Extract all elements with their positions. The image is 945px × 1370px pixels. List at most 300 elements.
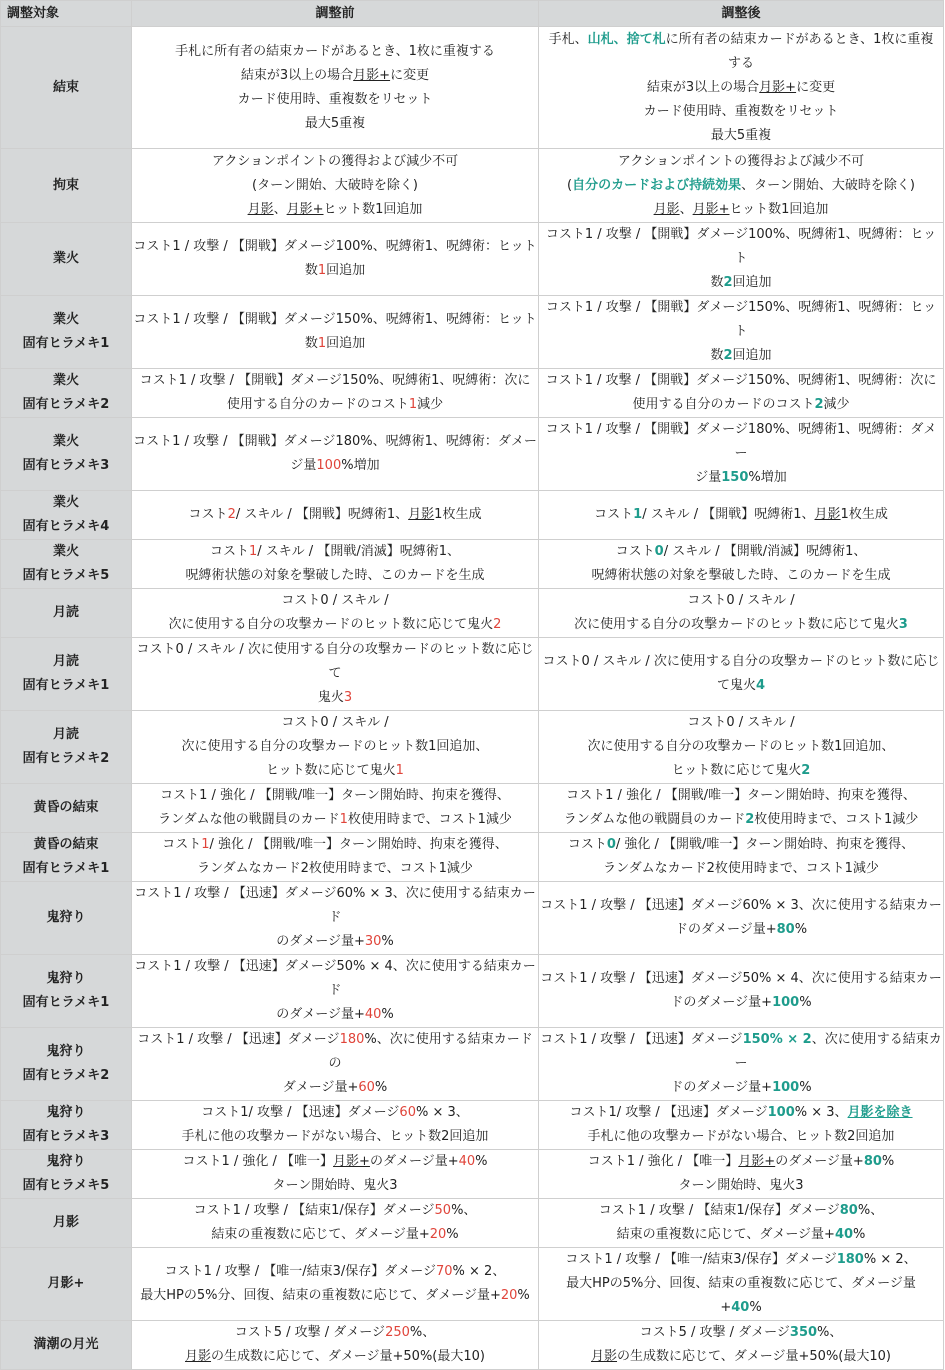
text-segment: 100 xyxy=(767,1105,795,1120)
cell-line xyxy=(133,930,537,954)
cell-line xyxy=(540,466,942,490)
after-cell xyxy=(539,1150,944,1199)
text-segment: 60 xyxy=(358,1080,375,1095)
before-cell xyxy=(132,638,539,711)
cell-line xyxy=(133,1260,537,1284)
table-row xyxy=(1,369,944,418)
cell-line xyxy=(133,711,537,735)
text-segment: % xyxy=(794,922,808,937)
text-segment: のダメージ量+ xyxy=(369,1154,459,1169)
row-target-name: 業火 xyxy=(1,223,132,296)
text-segment: コスト5 / 攻撃 / ダメージ xyxy=(639,1325,790,1340)
text-segment: / 強化 / 【開戦/唯一】ターン開始時、拘束を獲得、 xyxy=(209,837,508,852)
text-segment: 0 xyxy=(654,544,664,559)
text-segment: 月影 xyxy=(814,507,841,522)
row-target-name: 鬼狩り 固有ヒラメキ5 xyxy=(1,1150,132,1199)
before-cell xyxy=(132,1248,539,1321)
after-cell xyxy=(539,1248,944,1321)
row-target-name: 月読 xyxy=(1,589,132,638)
text-segment: 180 xyxy=(836,1252,864,1267)
text-segment: コスト xyxy=(210,544,250,559)
cell-line xyxy=(540,759,942,783)
cell-line xyxy=(540,1076,942,1100)
text-segment: 100 xyxy=(772,1080,800,1095)
text-segment: 月影 xyxy=(185,1349,212,1364)
text-segment: コスト1 / 攻撃 / 【唯一/結束3/保存】ダメージ xyxy=(164,1264,436,1279)
text-segment: ジ量 xyxy=(695,470,722,485)
after-cell xyxy=(539,1101,944,1150)
text-segment: / スキル / 【開戦】呪縛術1、 xyxy=(235,507,409,522)
row-target-name: 月影 xyxy=(1,1199,132,1248)
text-segment: 最大HPの5%分、回復、結束の重複数に応じて、ダメージ量 xyxy=(566,1276,916,1291)
text-segment: ランダムなカード2枚使用時まで、コスト1減少 xyxy=(197,861,473,876)
text-segment: / スキル / 【開戦/消滅】呪縛術1、 xyxy=(663,544,867,559)
table-row xyxy=(1,882,944,955)
cell-line xyxy=(540,735,942,759)
text-segment: コスト1 / 強化 / 【開戦/唯一】ターン開始時、拘束を獲得、 xyxy=(160,788,510,803)
cell-line xyxy=(133,393,537,417)
cell-line xyxy=(133,198,537,222)
text-segment: コスト0 / スキル / xyxy=(281,593,389,608)
cell-line xyxy=(133,1125,537,1149)
text-segment: 月影+ xyxy=(692,201,730,217)
row-target-name: 業火 固有ヒラメキ4 xyxy=(1,491,132,540)
text-segment: %、 xyxy=(817,1325,843,1340)
text-segment: 月影 xyxy=(247,201,274,217)
table-row xyxy=(1,1150,944,1199)
text-segment: 、 xyxy=(679,201,693,217)
cell-line xyxy=(133,1174,537,1198)
cell-line xyxy=(540,76,942,100)
table-row xyxy=(1,1028,944,1101)
cell-line xyxy=(133,503,537,527)
cell-line xyxy=(133,150,537,174)
cell-line xyxy=(540,1321,942,1345)
cell-line xyxy=(133,1223,537,1247)
cell-line xyxy=(133,955,537,1003)
text-segment: % × 2、 xyxy=(452,1264,506,1279)
cell-line xyxy=(540,344,942,368)
text-segment: 結束が3以上の場合 xyxy=(240,67,354,83)
text-segment: %増加 xyxy=(748,470,787,485)
text-segment: 60 xyxy=(399,1105,416,1120)
cell-line xyxy=(540,1296,942,1320)
cell-line xyxy=(540,296,942,344)
table-row xyxy=(1,27,944,149)
cell-line xyxy=(540,1345,942,1369)
text-segment: 手札に他の攻撃カードがない場合、ヒット数2回追加 xyxy=(587,1129,895,1144)
cell-line xyxy=(133,235,537,259)
header-target: 調整対象 xyxy=(1,1,132,27)
text-segment: 20 xyxy=(429,1227,447,1242)
text-segment: コスト1 / 強化 / 【唯一】 xyxy=(587,1154,739,1169)
row-target-name: 結束 xyxy=(1,27,132,149)
text-segment: コスト0 / スキル / xyxy=(687,593,795,608)
after-cell xyxy=(539,955,944,1028)
text-segment: のダメージ量+ xyxy=(775,1154,864,1169)
before-cell xyxy=(132,27,539,149)
text-segment: コスト0 / スキル / xyxy=(281,715,389,730)
text-segment: コスト1/ 攻撃 / 【迅速】ダメージ xyxy=(569,1105,768,1120)
text-segment: % xyxy=(381,1007,394,1022)
cell-line xyxy=(540,918,942,942)
before-cell xyxy=(132,1101,539,1150)
row-target-name: 黄昏の結束 固有ヒラメキ1 xyxy=(1,833,132,882)
text-segment: 150 xyxy=(721,470,749,485)
text-segment: コスト1 / 攻撃 / 【結束1/保存】ダメージ xyxy=(193,1203,435,1218)
cell-line xyxy=(133,1150,537,1174)
text-segment: 2 xyxy=(723,348,733,363)
cell-line xyxy=(540,271,942,295)
text-segment: (ターン開始、大破時を除く) xyxy=(252,177,418,193)
cell-line xyxy=(540,540,942,564)
cell-line xyxy=(540,784,942,808)
text-segment: 結束の重複数に応じて、ダメージ量+ xyxy=(616,1227,835,1242)
text-segment: アクションポイントの獲得および減少不可 xyxy=(617,153,865,169)
cell-line xyxy=(133,1101,537,1125)
text-segment: 80 xyxy=(863,1154,882,1169)
text-segment: 180 xyxy=(339,1032,365,1047)
text-segment: 枚使用時まで、コスト1減少 xyxy=(347,812,512,827)
text-segment: % xyxy=(749,1300,762,1315)
cell-line xyxy=(133,1345,537,1369)
cell-line xyxy=(133,857,537,881)
text-segment: %、 xyxy=(857,1203,884,1218)
before-cell xyxy=(132,540,539,589)
text-segment: コスト1 / 攻撃 / 【開戦】ダメージ150%、呪縛術1、呪縛術：次に xyxy=(139,373,531,388)
text-segment: 100 xyxy=(316,458,342,473)
before-cell xyxy=(132,369,539,418)
text-segment: 2 xyxy=(801,763,811,778)
text-segment: 1 xyxy=(408,397,418,412)
text-segment: 70 xyxy=(436,1264,453,1279)
before-cell xyxy=(132,882,539,955)
text-segment: 3 xyxy=(898,617,908,632)
table-row xyxy=(1,223,944,296)
cell-line xyxy=(540,223,942,271)
cell-line xyxy=(133,174,537,198)
cell-line xyxy=(133,308,537,332)
text-segment: コスト xyxy=(615,544,655,559)
table-row xyxy=(1,833,944,882)
text-segment: 月影+ xyxy=(738,1154,776,1169)
cell-line xyxy=(540,1125,942,1149)
cell-line xyxy=(540,28,942,52)
text-segment: 2 xyxy=(723,275,733,290)
text-segment: 次に使用する自分の攻撃カードのヒット数1回追加、 xyxy=(181,739,489,754)
text-segment: コスト5 / 攻撃 / ダメージ xyxy=(234,1325,386,1340)
table-row xyxy=(1,784,944,833)
cell-line xyxy=(540,1028,942,1076)
cell-line xyxy=(540,369,942,393)
cell-line xyxy=(133,808,537,832)
text-segment: に変更 xyxy=(390,67,430,83)
cell-line xyxy=(540,650,942,674)
text-segment: %、 xyxy=(409,1325,436,1340)
after-cell xyxy=(539,540,944,589)
text-segment: / スキル / 【開戦/消滅】呪縛術1、 xyxy=(257,544,460,559)
cell-line xyxy=(540,150,942,174)
text-segment: 回追加 xyxy=(732,275,772,290)
text-segment: 1 xyxy=(317,336,327,351)
text-segment: % xyxy=(799,1080,812,1095)
text-segment: コスト1 / 攻撃 / 【迅速】ダメージ60% × 3、次に使用する結束カー xyxy=(540,898,942,913)
text-segment: 月影 xyxy=(653,201,680,217)
text-segment: 減少 xyxy=(417,397,444,412)
text-segment: の生成数に応じて、ダメージ量+50%(最大10) xyxy=(617,1349,891,1364)
text-segment: コスト1 / 攻撃 / 【開戦】ダメージ100%、呪縛術1、呪縛術：ヒット xyxy=(545,227,937,266)
table-row xyxy=(1,296,944,369)
text-segment: 1 xyxy=(201,837,210,852)
text-segment: に所有者の結束カードがあるとき、1枚に重複 xyxy=(665,31,934,47)
after-cell xyxy=(539,1028,944,1101)
text-segment: 数 xyxy=(304,263,318,278)
text-segment: 月影+ xyxy=(333,1154,370,1169)
after-cell xyxy=(539,369,944,418)
text-segment: コスト1 / 強化 / 【唯一】 xyxy=(182,1154,334,1169)
cell-line xyxy=(133,589,537,613)
text-segment: ダメージ量+ xyxy=(282,1080,359,1095)
table-row xyxy=(1,1248,944,1321)
after-cell xyxy=(539,27,944,149)
table-row xyxy=(1,491,944,540)
text-segment: 結束の重複数に応じて、ダメージ量+ xyxy=(211,1227,430,1242)
text-segment: コスト1 / 攻撃 / 【開戦】ダメージ100%、呪縛術1、呪縛術：ヒット xyxy=(133,239,537,254)
text-segment: 1 xyxy=(249,544,258,559)
text-segment: % xyxy=(475,1154,488,1169)
row-target-name: 月影+ xyxy=(1,1248,132,1321)
cell-line xyxy=(540,198,942,222)
text-segment: 1枚生成 xyxy=(840,507,888,522)
text-segment: 結束が3以上の場合 xyxy=(646,79,760,95)
text-segment: 回追加 xyxy=(326,263,366,278)
cell-line xyxy=(133,784,537,808)
table-row xyxy=(1,149,944,223)
row-target-name: 黄昏の結束 xyxy=(1,784,132,833)
text-segment: % × 2、 xyxy=(863,1252,917,1267)
before-cell xyxy=(132,955,539,1028)
cell-line xyxy=(540,100,942,124)
text-segment: コスト1 / 攻撃 / 【迅速】ダメージ50% × 4、次に使用する結束カード xyxy=(134,959,536,998)
text-segment: コスト1 / 攻撃 / 【結束1/保存】ダメージ xyxy=(598,1203,840,1218)
cell-line xyxy=(133,1003,537,1027)
after-cell xyxy=(539,223,944,296)
text-segment: コスト xyxy=(162,837,202,852)
text-segment: コスト0 / スキル / xyxy=(687,715,795,730)
cell-line xyxy=(540,674,942,698)
header-after: 調整後 xyxy=(539,1,944,27)
row-target-name: 鬼狩り xyxy=(1,882,132,955)
text-segment: コスト1 / 攻撃 / 【迅速】ダメージ60% × 3、次に使用する結束カード xyxy=(134,886,536,925)
before-cell xyxy=(132,589,539,638)
text-segment: 鬼火 xyxy=(317,690,344,705)
cell-line xyxy=(133,564,537,588)
text-segment: のダメージ量+ xyxy=(276,1007,365,1022)
text-segment: 最大5重複 xyxy=(304,115,366,131)
cell-line xyxy=(540,808,942,832)
cell-line xyxy=(540,174,942,198)
before-cell xyxy=(132,833,539,882)
table-body xyxy=(1,27,944,1370)
cell-line xyxy=(133,1028,537,1076)
cell-line xyxy=(540,613,942,637)
row-target-name: 鬼狩り 固有ヒラメキ2 xyxy=(1,1028,132,1101)
table-row xyxy=(1,418,944,491)
text-segment: 80 xyxy=(839,1203,858,1218)
table-row xyxy=(1,1101,944,1150)
text-segment: 呪縛術状態の対象を撃破した時、このカードを生成 xyxy=(185,568,485,583)
cell-line xyxy=(133,735,537,759)
text-segment: ヒット数に応じて鬼火 xyxy=(671,763,802,778)
cell-line xyxy=(133,64,537,88)
text-segment: 使用する自分のカードのコスト xyxy=(632,397,815,412)
text-segment: 0 xyxy=(606,837,616,852)
text-segment: 月影+ xyxy=(286,201,324,217)
text-segment: 1 xyxy=(395,763,404,778)
text-segment: ターン開始時、鬼火3 xyxy=(272,1178,398,1193)
cell-line xyxy=(540,564,942,588)
text-segment: コスト0 / スキル / 次に使用する自分の攻撃カードのヒット数に応じて xyxy=(136,642,534,681)
text-segment: %、次に使用する結束カードの xyxy=(328,1032,533,1071)
text-segment: 40 xyxy=(834,1227,854,1242)
table-row xyxy=(1,955,944,1028)
cell-line xyxy=(133,40,537,64)
text-segment: %、 xyxy=(451,1203,477,1218)
row-target-name: 拘束 xyxy=(1,149,132,223)
cell-line xyxy=(540,1272,942,1296)
text-segment: 、 xyxy=(273,201,287,217)
after-cell xyxy=(539,149,944,223)
cell-line xyxy=(540,1101,942,1125)
before-cell xyxy=(132,491,539,540)
after-cell xyxy=(539,882,944,955)
text-segment: 次に使用する自分の攻撃カードのヒット数1回追加、 xyxy=(587,739,895,754)
text-segment: 40 xyxy=(458,1154,476,1169)
text-segment: 2 xyxy=(745,812,755,827)
header-row xyxy=(1,1,944,27)
cell-line xyxy=(133,332,537,356)
cell-line xyxy=(540,1174,942,1198)
after-cell xyxy=(539,784,944,833)
cell-line xyxy=(133,259,537,283)
text-segment: 最大5重複 xyxy=(710,127,772,143)
after-cell xyxy=(539,296,944,369)
cell-line xyxy=(133,638,537,686)
after-cell xyxy=(539,638,944,711)
text-segment: 3 xyxy=(343,690,353,705)
text-segment: ランダムなカード2枚使用時まで、コスト1減少 xyxy=(603,861,879,876)
cell-line xyxy=(540,503,942,527)
text-segment: % × 3、 xyxy=(794,1105,848,1120)
text-segment: 、次に使用する結束カー xyxy=(734,1032,942,1071)
text-segment: 自分のカードおよび持続効果 xyxy=(572,177,742,193)
cell-line xyxy=(133,1284,537,1308)
cell-line xyxy=(540,52,942,76)
before-cell xyxy=(132,784,539,833)
cell-line xyxy=(540,1223,942,1247)
text-segment: 30 xyxy=(364,934,382,949)
after-cell xyxy=(539,418,944,491)
row-target-name: 月読 固有ヒラメキ2 xyxy=(1,711,132,784)
text-segment: % xyxy=(374,1080,388,1095)
cell-line xyxy=(133,759,537,783)
text-segment: 2 xyxy=(814,397,824,412)
before-cell xyxy=(132,1199,539,1248)
table-row xyxy=(1,540,944,589)
text-segment: 手札に他の攻撃カードがない場合、ヒット数2回追加 xyxy=(181,1129,489,1144)
before-cell xyxy=(132,1150,539,1199)
text-segment: % xyxy=(446,1227,459,1242)
text-segment: 250 xyxy=(385,1325,410,1340)
text-segment: 最大HPの5%分、回復、結束の重複数に応じて、ダメージ量+ xyxy=(140,1288,501,1303)
cell-line xyxy=(133,430,537,454)
text-segment: 80 xyxy=(776,922,795,937)
after-cell xyxy=(539,1199,944,1248)
text-segment: ヒット数1回追加 xyxy=(729,201,829,217)
text-segment: コスト1 / 強化 / 【開戦/唯一】ターン開始時、拘束を獲得、 xyxy=(566,788,916,803)
text-segment: コスト1 / 攻撃 / 【開戦】ダメージ150%、呪縛術1、呪縛術：次に xyxy=(545,373,937,388)
cell-line xyxy=(540,418,942,466)
after-cell xyxy=(539,491,944,540)
text-segment: 40 xyxy=(364,1007,382,1022)
cell-line xyxy=(133,882,537,930)
text-segment: + xyxy=(720,1300,732,1315)
text-segment: 数 xyxy=(710,348,724,363)
table-row xyxy=(1,1199,944,1248)
cell-line xyxy=(540,393,942,417)
table-row xyxy=(1,589,944,638)
cell-line xyxy=(540,589,942,613)
text-segment: % xyxy=(517,1288,530,1303)
text-segment: 手札に所有者の結束カードがあるとき、1枚に重複する xyxy=(175,43,495,59)
text-segment: 使用する自分のカードのコスト xyxy=(226,397,409,412)
text-segment: 1 xyxy=(317,263,327,278)
text-segment: / 強化 / 【開戦/唯一】ターン開始時、拘束を獲得、 xyxy=(615,837,915,852)
cell-line xyxy=(133,454,537,478)
cell-line xyxy=(133,686,537,710)
text-segment: コスト1 / 攻撃 / 【唯一/結束3/保存】ダメージ xyxy=(565,1252,837,1267)
cell-line xyxy=(133,112,537,136)
cell-line xyxy=(133,369,537,393)
before-cell xyxy=(132,149,539,223)
text-segment: ヒット数に応じて鬼火 xyxy=(266,763,396,778)
before-cell xyxy=(132,1321,539,1370)
row-target-name: 業火 固有ヒラメキ3 xyxy=(1,418,132,491)
text-segment: ヒット数1回追加 xyxy=(323,201,423,217)
text-segment: 月影+ xyxy=(353,67,391,83)
text-segment: コスト1 / 攻撃 / 【迅速】ダメージ xyxy=(137,1032,340,1047)
text-segment: 100 xyxy=(772,995,800,1010)
text-segment: に変更 xyxy=(796,79,836,95)
text-segment: 350 xyxy=(789,1325,818,1340)
cell-line xyxy=(133,613,537,637)
text-segment: 数 xyxy=(710,275,724,290)
text-segment: ドのダメージ量+ xyxy=(670,995,773,1010)
before-cell xyxy=(132,711,539,784)
before-cell xyxy=(132,223,539,296)
after-cell xyxy=(539,833,944,882)
cell-line xyxy=(133,540,537,564)
row-target-name: 業火 固有ヒラメキ5 xyxy=(1,540,132,589)
cell-line xyxy=(540,711,942,735)
text-segment: 次に使用する自分の攻撃カードのヒット数に応じて鬼火 xyxy=(168,617,494,632)
text-segment: コスト xyxy=(594,507,634,522)
text-segment: 枚使用時まで、コスト1減少 xyxy=(754,812,919,827)
text-segment: て鬼火 xyxy=(716,678,756,693)
cell-line xyxy=(540,967,942,991)
text-segment: コスト0 / スキル / 次に使用する自分の攻撃カードのヒット数に応じ xyxy=(542,654,940,669)
row-target-name: 月読 固有ヒラメキ1 xyxy=(1,638,132,711)
